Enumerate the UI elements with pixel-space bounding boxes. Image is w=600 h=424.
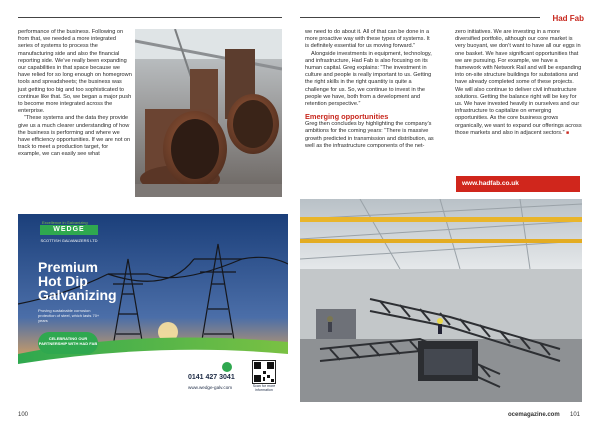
steel-pipes-photo xyxy=(135,29,282,197)
headline-line-2: Hot Dip xyxy=(38,273,88,289)
wedge-logo: WEDGE xyxy=(40,225,98,235)
right-paragraph-text: zero initiatives. We are investing in a more diversified portfolio, although our core market is very buoyant, we don’t want to have all our eggs in one basket. We have significant opportunities that we are pursuing. For example, we have a framework with Network Rail and will be expanding into on-site structure buildings for substations and have already completed some of these projects. We will also continue to deliver civil infrastructure solutions. Getting the balance right will be key for us. We have invested heavily in ourselves and our infrastructure to capitalize on emerging opportunities. As the core business grows organically, we want to expand our offerings across those markets and also in adjacent sectors.” xyxy=(455,29,582,136)
right-column xyxy=(455,29,583,137)
advert-company: SCOTTISH GALVANIZERS LTD xyxy=(40,238,98,243)
advert-web: www.wedge-galv.com xyxy=(188,385,233,390)
advert-body: Proving sustainable corrosion protection of steel, which lasts 70+ years xyxy=(38,308,100,323)
advert-headline xyxy=(38,260,117,302)
footer-magazine: ocemagazine.com xyxy=(508,412,560,418)
phone-icon xyxy=(222,362,232,372)
left-paragraph-1: performance of the business. Following on from that, we needed a more integrated series of systems to process the manufacturing side and also the financial reporting side. We’ve really been expanding our capabilities in that space because we have relied for so long enough on homegrown tools and spreadsheets; the business was just getting too big and too sophisticated to continue like that. So, we began a major push to become more integrated across the enterprise. xyxy=(18,29,132,115)
left-paragraph-2: “These systems and the data they provide give us a much clearer understanding of how the business is performing and where we have efficiency opportunities. If we are not on track to meet a production target, for example, we can easily see what xyxy=(18,115,131,158)
subheading-emerging: Emerging opportunities xyxy=(305,112,389,122)
right-page-number: 101 xyxy=(570,412,581,418)
header-brand: Had Fab xyxy=(552,14,584,23)
right-paragraph-1 xyxy=(455,29,583,137)
advert-tagline: Excellence in Galvanizing xyxy=(42,220,88,225)
middle-paragraph-2: Alongside investments in equipment, technology, and infrastructure, Had Fab is also focusing on its human capital. Greg explains: “The investment in culture and people is really important to us. Getting the right skills in the right quantity is quite a challenge for us. So, we continue to invest in the people we have, both from a development and retention perspective.” xyxy=(305,50,432,108)
left-page-number: 100 xyxy=(18,412,29,418)
end-mark: ■ xyxy=(566,129,570,136)
header-rule-right xyxy=(300,17,540,18)
qr-caption: Scan for more information xyxy=(252,384,276,392)
middle-column xyxy=(305,29,435,150)
header-rule-left xyxy=(18,17,282,18)
wedge-advert xyxy=(18,214,288,402)
headline-line-1: Premium xyxy=(38,259,98,275)
middle-paragraph-1: we need to do about it. All of that can be done in a more proactive way with these types of systems. It is definitely essential for us moving forward.” xyxy=(305,29,430,50)
middle-paragraph-3: Greg then concludes by highlighting the company’s ambitions for the coming years: “There is massive growth predicted in transmission and distribution, as well as the infrastructure components of the net- xyxy=(305,121,434,149)
left-column xyxy=(18,29,132,159)
partnership-badge: CELEBRATING OUR PARTNERSHIP WITH HAD FAB xyxy=(38,332,98,354)
website-link[interactable]: www.hadfab.co.uk xyxy=(456,176,580,192)
advert-phone: 0141 427 3041 xyxy=(188,374,235,381)
qr-code-icon xyxy=(252,360,276,384)
headline-line-3: Galvanizing xyxy=(38,287,117,303)
fabrication-workshop-photo xyxy=(300,199,582,402)
